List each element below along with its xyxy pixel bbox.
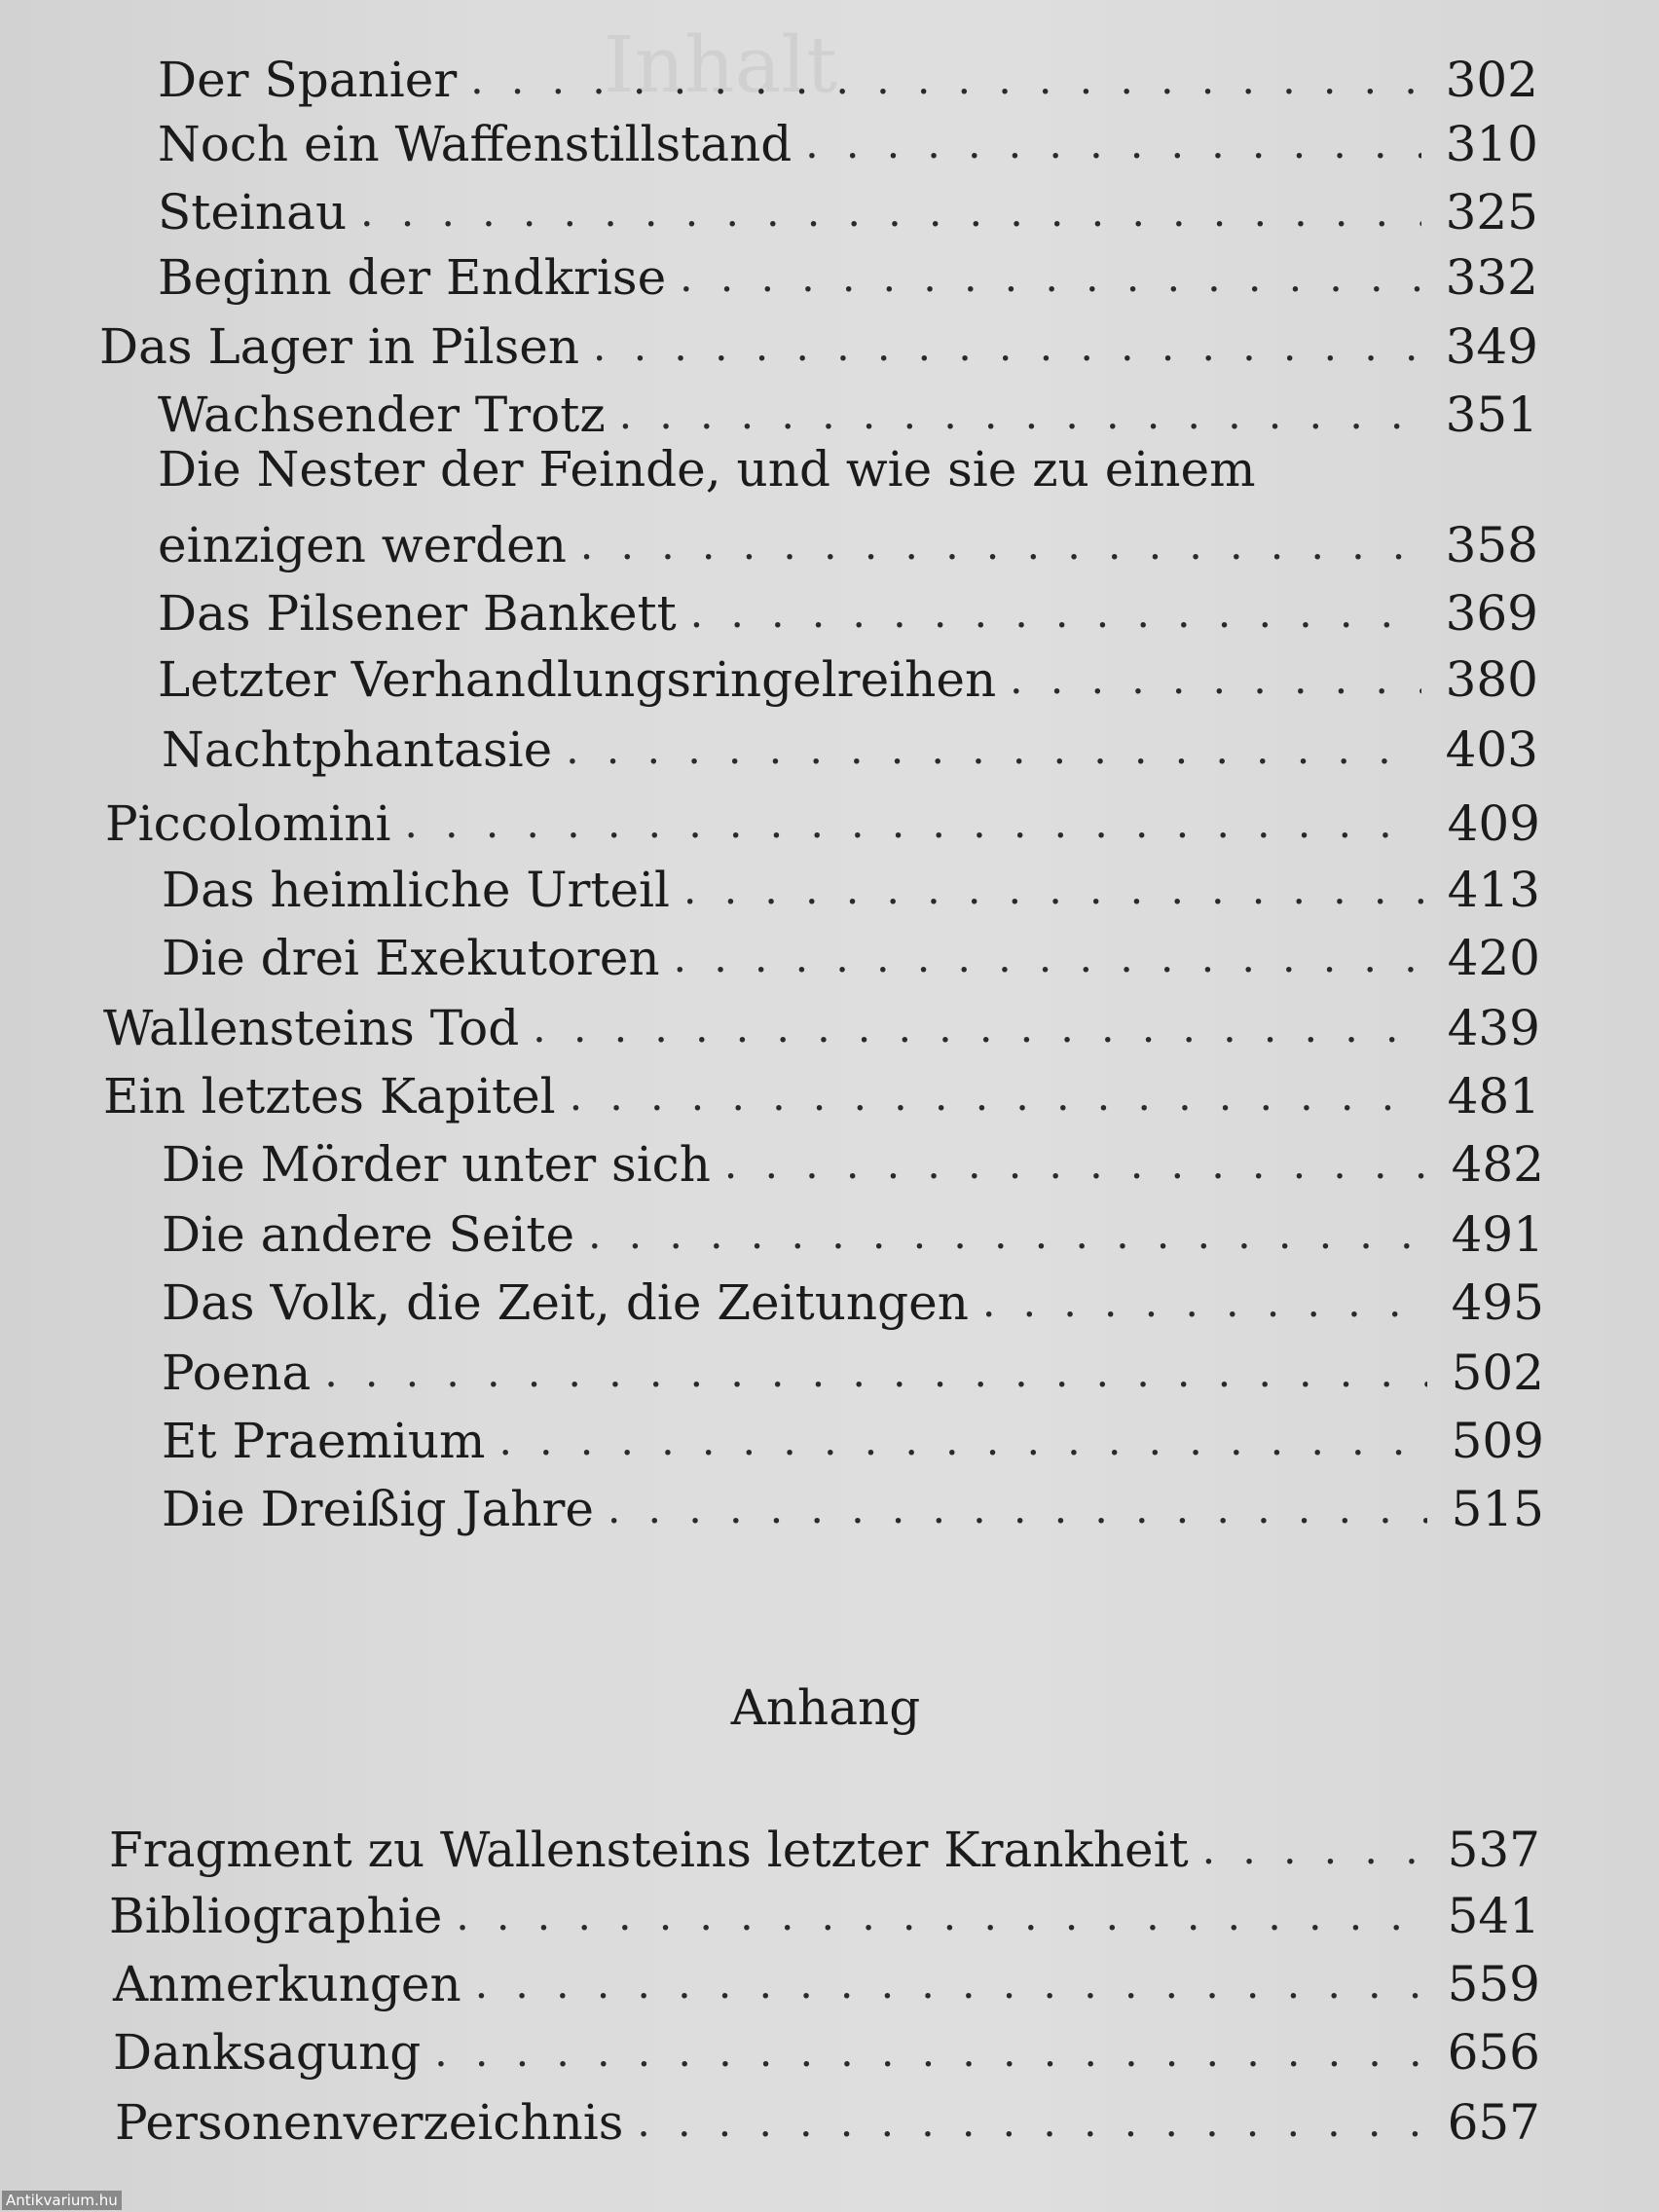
toc-entry[interactable]: [158, 376, 1538, 444]
toc-entry[interactable]: [158, 105, 1538, 173]
dot-leader: [690, 584, 1421, 643]
toc-entry-page: 420: [1447, 930, 1540, 986]
toc-entry[interactable]: [103, 1057, 1540, 1125]
show-through-text: Inhalt: [604, 19, 838, 110]
dot-leader: [593, 317, 1421, 376]
appendix-entry[interactable]: [113, 2013, 1540, 2082]
dot-leader: [434, 2023, 1423, 2082]
toc-entry[interactable]: [162, 1196, 1544, 1264]
toc-entry[interactable]: [162, 1470, 1544, 1538]
dot-leader: [533, 999, 1423, 1057]
dot-leader: [637, 2093, 1423, 2152]
toc-entry-page: 310: [1445, 116, 1538, 172]
toc-entry-page: 491: [1451, 1206, 1544, 1263]
appendix-entry-title: Personenverzeichnis: [115, 2094, 624, 2151]
toc-entry-page: 325: [1445, 184, 1538, 240]
dot-leader: [580, 516, 1421, 574]
toc-entry-title: Die Mörder unter sich: [162, 1136, 711, 1193]
toc-entry[interactable]: [158, 574, 1538, 643]
dot-leader: [456, 1887, 1423, 1945]
appendix-entry[interactable]: [109, 1877, 1540, 1945]
appendix-entry-page: 537: [1447, 1822, 1540, 1878]
toc-entry-title: Beginn der Endkrise: [158, 249, 667, 306]
toc-entry-page: 358: [1445, 517, 1538, 573]
toc-entry-page: 515: [1451, 1481, 1544, 1537]
toc-entry-page: 495: [1451, 1274, 1544, 1331]
toc-entry-title: Das heimliche Urteil: [162, 862, 671, 918]
dot-leader: [982, 1273, 1427, 1332]
toc-entry-page: 482: [1451, 1136, 1544, 1193]
toc-entry-page: 380: [1445, 651, 1538, 708]
toc-entry[interactable]: [162, 711, 1538, 779]
appendix-entry[interactable]: [109, 1811, 1540, 1879]
toc-entry-title: Wallensteins Tod: [103, 1000, 520, 1056]
toc-entry-title: Ein letztes Kapitel: [103, 1068, 556, 1124]
dot-leader: [680, 248, 1421, 307]
toc-entry[interactable]: [99, 308, 1538, 376]
toc-entry-wrapped-line: Die Nester der Feinde, und wie sie zu einem: [158, 441, 1256, 498]
appendix-entry-page: 559: [1447, 1956, 1540, 2012]
dot-leader: [360, 183, 1421, 241]
appendix-entry-page: 656: [1447, 2024, 1540, 2081]
toc-entry-page: 509: [1451, 1413, 1544, 1469]
dot-leader: [470, 51, 1421, 109]
toc-entry-title: Das Volk, die Zeit, die Zeitungen: [162, 1274, 969, 1331]
toc-entry[interactable]: [158, 239, 1538, 307]
toc-entry[interactable]: [162, 1402, 1544, 1470]
toc-entry-title: Das Pilsener Bankett: [158, 585, 677, 642]
appendix-heading-text: Anhang: [730, 1679, 921, 1736]
toc-entry-title: Poena: [162, 1345, 312, 1401]
toc-entry-page: 439: [1447, 1000, 1540, 1056]
toc-entry-title: Steinau: [158, 184, 348, 240]
appendix-entry[interactable]: [113, 1945, 1540, 2013]
site-watermark: Antikvarium.hu: [2, 2191, 122, 2210]
dot-leader: [724, 1135, 1427, 1194]
toc-entry-title: Das Lager in Pilsen: [99, 318, 580, 375]
dot-leader: [324, 1344, 1427, 1402]
toc-entry-title: Piccolomini: [105, 795, 391, 852]
toc-entry-page: 502: [1451, 1345, 1544, 1401]
appendix-entry[interactable]: [115, 2083, 1540, 2152]
toc-entry[interactable]: [162, 919, 1540, 987]
appendix-entry-page: 541: [1447, 1888, 1540, 1944]
toc-entry[interactable]: [158, 506, 1538, 574]
toc-entry[interactable]: [103, 989, 1540, 1057]
toc-entry-title: einzigen werden: [158, 517, 567, 573]
dot-leader: [674, 929, 1423, 987]
dot-leader: [566, 720, 1421, 779]
dot-leader: [404, 794, 1423, 853]
dot-leader: [1010, 650, 1421, 709]
toc-entry[interactable]: [162, 1334, 1544, 1402]
dot-leader: [570, 1067, 1423, 1125]
dot-leader: [608, 1480, 1427, 1538]
appendix-entry-title: Danksagung: [113, 2024, 422, 2081]
toc-entry-title: Die drei Exekutoren: [162, 930, 660, 986]
appendix-entry-page: 657: [1447, 2094, 1540, 2151]
dot-leader: [619, 386, 1421, 444]
toc-entry-title: Die Dreißig Jahre: [162, 1481, 594, 1537]
appendix-entry-title: Bibliographie: [109, 1888, 443, 1944]
dot-leader: [475, 1955, 1423, 2013]
toc-entry[interactable]: [158, 641, 1538, 709]
toc-entry-title: Der Spanier: [158, 52, 458, 108]
toc-entry-page: 409: [1447, 795, 1540, 852]
toc-entry-page: 349: [1445, 318, 1538, 375]
toc-entry-page: 369: [1445, 585, 1538, 642]
toc-entry[interactable]: [158, 41, 1538, 109]
appendix-heading: [0, 1678, 1659, 1737]
dot-leader: [1202, 1821, 1423, 1879]
toc-entry[interactable]: [158, 173, 1538, 241]
toc-entry-page: 351: [1445, 387, 1538, 443]
toc-entry-title: Noch ein Waffenstillstand: [158, 116, 793, 172]
toc-entry-title: Letzter Verhandlungsringelreihen: [158, 651, 997, 708]
toc-entry-title: Nachtphantasie: [162, 721, 553, 778]
toc-entry-page: 413: [1447, 862, 1540, 918]
toc-entry-page: 481: [1447, 1068, 1540, 1124]
toc-entry-title: Wachsender Trotz: [158, 387, 606, 443]
toc-entry[interactable]: [162, 1264, 1544, 1332]
toc-entry[interactable]: [162, 851, 1540, 919]
toc-entry[interactable]: [105, 785, 1540, 853]
appendix-entry-title: Fragment zu Wallensteins letzter Krankheit: [109, 1822, 1189, 1878]
toc-entry-title: Et Praemium: [162, 1413, 486, 1469]
dot-leader: [498, 1412, 1427, 1470]
toc-entry[interactable]: [162, 1125, 1544, 1194]
toc-entry-title: Die andere Seite: [162, 1206, 575, 1263]
dot-leader: [588, 1205, 1427, 1264]
toc-entry-page: 403: [1445, 721, 1538, 778]
dot-leader: [805, 115, 1421, 173]
appendix-entry-title: Anmerkungen: [113, 1956, 461, 2012]
dot-leader: [683, 861, 1423, 919]
toc-entry-page: 302: [1445, 52, 1538, 108]
toc-entry-page: 332: [1445, 249, 1538, 306]
